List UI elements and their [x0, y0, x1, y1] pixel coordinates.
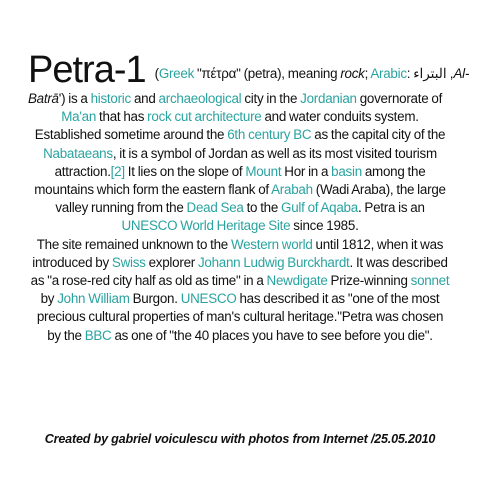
body-text: valley running from the: [55, 200, 187, 216]
article-link[interactable]: historic: [90, 91, 131, 106]
italic-text: Al-: [453, 66, 470, 81]
text-line: [28, 199, 452, 217]
italic-text: Batrā: [28, 91, 59, 106]
body-text: until 1812, when it was: [312, 236, 444, 252]
intro-line: [152, 66, 470, 81]
article-link[interactable]: Mount: [245, 163, 282, 179]
page-title: Petra-1: [28, 49, 146, 91]
article-link[interactable]: Dead Sea: [186, 200, 244, 216]
article-link[interactable]: Swiss: [111, 254, 146, 270]
text-line: [28, 90, 452, 108]
article-link[interactable]: Arabic: [370, 66, 407, 81]
body-text: by the: [47, 327, 85, 343]
article-body: [28, 49, 470, 345]
article-link[interactable]: rock cut architecture: [147, 109, 262, 125]
text-line: [28, 108, 452, 126]
body-text: : البتراء ,: [406, 66, 454, 81]
article-link[interactable]: Western world: [230, 236, 313, 252]
text-line: [28, 272, 452, 290]
body-text: as one of "the 40 places you have to see before you die".: [111, 327, 433, 343]
article-link[interactable]: Ma'an: [61, 109, 97, 125]
article-link[interactable]: Arabah: [271, 182, 313, 198]
body-text: has described it as "one of the most: [236, 291, 440, 307]
body-text: (: [151, 66, 159, 81]
body-text: explorer: [145, 254, 198, 270]
article-link[interactable]: 6th century BC: [227, 127, 312, 143]
body-text: as "a rose-red city half as old as time" in a: [30, 273, 267, 289]
article-lines: [28, 90, 452, 345]
body-text: precious cultural properties of man's cultural heritage."Petra was chosen: [36, 309, 444, 325]
italic-text: rock: [340, 66, 365, 81]
body-text: governorate of: [356, 91, 443, 106]
article-link[interactable]: Nabataeans: [43, 145, 113, 161]
article-link[interactable]: sonnet: [410, 273, 450, 289]
body-text: Established sometime around the: [34, 127, 228, 143]
title-line: [28, 49, 470, 91]
article-link[interactable]: Gulf of Aqaba: [281, 200, 358, 216]
text-line: [28, 236, 452, 254]
body-text: to the: [243, 200, 282, 216]
body-text: Hor in a: [281, 163, 332, 179]
body-text: . Petra is an: [357, 200, 425, 216]
article-link[interactable]: UNESCO World Heritage Site: [121, 218, 291, 234]
body-text: mountains which form the eastern flank of: [34, 182, 272, 198]
body-text: introduced by: [32, 254, 112, 270]
article-link[interactable]: UNESCO: [180, 291, 237, 307]
body-text: and water conduits system.: [261, 109, 419, 125]
article-link[interactable]: [2]: [110, 163, 125, 179]
body-text: ') is a: [58, 91, 91, 106]
body-text: and: [130, 91, 159, 106]
body-text: that has: [96, 109, 148, 125]
body-text: attraction.: [54, 163, 111, 179]
text-line: [28, 126, 452, 144]
body-text: Burgon.: [129, 291, 181, 307]
body-text: . It was described: [349, 254, 448, 270]
article-link[interactable]: Newdigate: [266, 273, 328, 289]
text-line: [28, 290, 452, 308]
body-text: Prize-winning: [327, 273, 411, 289]
article-link[interactable]: archaeological: [158, 91, 242, 106]
text-line: [28, 327, 452, 345]
article-link[interactable]: John William: [57, 291, 130, 307]
body-text: since 1985.: [290, 218, 359, 234]
text-line: [28, 181, 452, 199]
text-line: [28, 217, 452, 235]
body-text: It lies on the slope of: [124, 163, 246, 179]
body-text: by: [40, 291, 58, 307]
article-link[interactable]: Jordanian: [300, 91, 357, 106]
body-text: city in the: [241, 91, 301, 106]
body-text: "πέτρα" (petra), meaning: [194, 66, 341, 81]
text-line: [28, 254, 452, 272]
body-text: , it is a symbol of Jordan as well as its most visited tourism: [112, 145, 437, 161]
body-text: among the: [361, 163, 426, 179]
body-text: The site remained unknown to the: [36, 236, 231, 252]
article-link[interactable]: BBC: [84, 327, 112, 343]
article-link[interactable]: basin: [331, 163, 362, 179]
body-text: (Wadi Araba), the large: [312, 182, 446, 198]
body-text: ;: [364, 66, 371, 81]
body-text: as the capital city of the: [311, 127, 446, 143]
text-line: [28, 163, 452, 181]
article-link[interactable]: Greek: [158, 66, 195, 81]
text-line: [28, 308, 452, 326]
footer-credit: Created by gabriel voiculescu with photos from Internet /25.05.2010: [44, 432, 436, 446]
text-line: [28, 145, 452, 163]
article-link[interactable]: Johann Ludwig Burckhardt: [197, 254, 350, 270]
